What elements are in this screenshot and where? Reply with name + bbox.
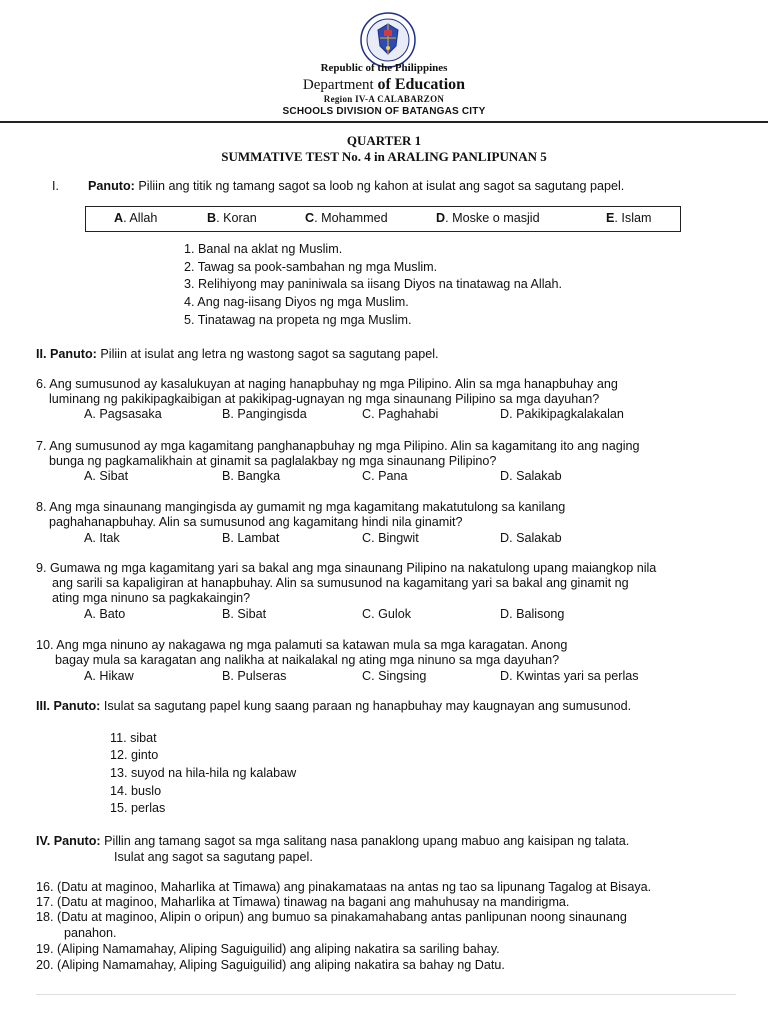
part3-label: III. Panuto: <box>36 699 101 713</box>
question-8-option-b: B. Lambat <box>222 531 280 545</box>
division-line: SCHOOLS DIVISION OF BATANGAS CITY <box>282 106 486 117</box>
question-7-option-c: C. Pana <box>362 469 408 483</box>
part3-item-13: 13. suyod na hila-hila ng kalabaw <box>110 766 297 780</box>
part3-text: Isulat sa sagutang papel kung saang paraan ng hanapbuhay may kaugnayan ang sumusunod. <box>100 699 632 713</box>
choice-letter: E <box>606 211 615 225</box>
question-10-line-1: 10. Ang mga ninuno ay nakagawa ng mga palamuti sa katawan mula sa mga karagatan. Anong <box>36 638 568 652</box>
question-9-option-a: A. Bato <box>84 607 126 621</box>
choice-letter: B <box>207 211 217 225</box>
choice-text: . Moske o masjid <box>445 211 540 225</box>
part1-number: I. <box>52 179 59 193</box>
question-6-line-1: 6. Ang sumusunod ay kasalukuyan at naging hanapbuhay ng mga Pilipino. Alin sa mga hanapbuhay ang <box>36 377 618 391</box>
question-6-line-2: luminang ng pakikipagkaibigan at pakikipag-ugnayan ng mga sinaunang Pilipino sa mga dayuhan? <box>49 392 600 406</box>
department-prefix: Department <box>302 77 378 93</box>
choice-a <box>114 211 157 225</box>
choices-box <box>85 206 681 232</box>
header-divider <box>0 121 768 123</box>
part2-label: II. Panuto: <box>36 347 97 361</box>
department-main: of Education <box>377 76 466 93</box>
test-title: SUMMATIVE TEST No. 4 in ARALING PANLIPUNAN 5 <box>221 149 547 164</box>
part4-item-18-continued: panahon. <box>64 926 117 940</box>
question-6-option-b: B. Pangingisda <box>222 407 307 421</box>
choice-letter: D <box>436 211 446 225</box>
part4-label: IV. Panuto: <box>36 834 101 848</box>
quarter-title: QUARTER 1 <box>346 133 422 148</box>
question-7-option-d: D. Salakab <box>500 469 562 483</box>
question-10-option-c: C. Singsing <box>362 669 427 683</box>
question-7-option-a: A. Sibat <box>84 469 129 483</box>
question-6-option-a: A. Pagsasaka <box>84 407 162 421</box>
question-9-option-d: D. Balisong <box>500 607 565 621</box>
republic-line: Republic of the Philippines <box>320 62 448 74</box>
choice-b <box>207 211 257 225</box>
part1-label: Panuto: <box>88 179 135 193</box>
part4-item-17: 17. (Datu at maginoo, Maharlika at Timawa) tinawag na bagani ang mahuhusay na mandirigma. <box>36 895 570 909</box>
choice-text: . Islam <box>614 211 652 225</box>
choice-letter: A <box>114 211 124 225</box>
part1-item-2: 2. Tawag sa pook-sambahan ng mga Muslim. <box>184 260 438 274</box>
choice-letter: C <box>305 211 315 225</box>
question-10-option-d: D. Kwintas yari sa perlas <box>500 669 639 683</box>
question-8-option-d: D. Salakab <box>500 531 562 545</box>
part3-item-15: 15. perlas <box>110 801 166 815</box>
part3-item-14: 14. buslo <box>110 784 162 798</box>
part4-instruction <box>36 834 629 849</box>
choice-c <box>305 211 388 225</box>
part3-instruction <box>36 699 631 714</box>
question-8-option-a: A. Itak <box>84 531 120 545</box>
choice-d <box>436 211 540 225</box>
part1-instruction <box>88 179 624 194</box>
question-9-line-1: 9. Gumawa ng mga kagamitang yari sa bakal ang mga sinaunang Pilipino na nakatulong upang maiangkop nila <box>36 561 657 575</box>
choice-text: . Mohammed <box>314 211 388 225</box>
question-7-line-1: 7. Ang sumusunod ay mga kagamitang panghanapbuhay ng mga Pilipino. Alin sa kagamitang ito ang naging <box>36 439 640 453</box>
department-line <box>0 76 768 94</box>
part1-item-5: 5. Tinatawag na propeta ng mga Muslim. <box>184 313 412 327</box>
part2-instruction <box>36 347 439 362</box>
region-line: Region IV-A CALABARZON <box>323 94 445 104</box>
deped-seal-logo <box>360 12 416 68</box>
question-10-option-a: A. Hikaw <box>84 669 134 683</box>
footer-rule <box>36 994 736 995</box>
part1-text: Piliin ang titik ng tamang sagot sa loob ng kahon at isulat ang sagot sa sagutang papel. <box>134 179 625 193</box>
part3-item-11: 11. sibat <box>110 731 157 745</box>
question-9-line-2: ang sarili sa kapaligiran at hanapbuhay. Alin sa sumusunod na kagamitang yari sa bakal ang ginamit ng <box>52 576 629 590</box>
part1-item-4: 4. Ang nag-iisang Diyos ng mga Muslim. <box>184 295 409 309</box>
question-8-line-2: paghahanapbuhay. Alin sa sumusunod ang kagamitang hindi nila ginamit? <box>49 515 463 529</box>
question-9-line-3: ating mga ninuno sa pagkakaingin? <box>52 591 251 605</box>
question-7-line-2: bunga ng pagkamalikhain at ginamit sa paglalakbay ng mga sinaunang Pilipino? <box>49 454 497 468</box>
question-6-option-d: D. Pakikipagkalakalan <box>500 407 624 421</box>
question-9-option-c: C. Gulok <box>362 607 411 621</box>
question-10-line-2: bagay mula sa karagatan ang nalikha at naikalakal ng ating mga ninuno sa mga dayuhan? <box>55 653 560 667</box>
part4-item-16: 16. (Datu at maginoo, Maharlika at Timawa) ang pinakamataas na antas ng tao sa lipunang Tagalog at Bisaya. <box>36 880 652 894</box>
part4-text: Pillin ang tamang sagot sa mga salitang nasa panaklong upang mabuo ang kaisipan ng talata. <box>100 834 630 848</box>
question-8-option-c: C. Bingwit <box>362 531 419 545</box>
choice-e <box>606 211 652 225</box>
part2-text: Piliin at isulat ang letra ng wastong sagot sa sagutang papel. <box>96 347 439 361</box>
part1-item-1: 1. Banal na aklat ng Muslim. <box>184 242 343 256</box>
part4-item-19: 19. (Aliping Namamahay, Aliping Saguiguilid) ang aliping nakatira sa sariling bahay. <box>36 942 500 956</box>
question-9-option-b: B. Sibat <box>222 607 267 621</box>
question-6-option-c: C. Paghahabi <box>362 407 439 421</box>
question-8-line-1: 8. Ang mga sinaunang mangingisda ay gumamit ng mga kagamitang makatutulong sa kanilang <box>36 500 566 514</box>
question-7-option-b: B. Bangka <box>222 469 281 483</box>
part3-item-12: 12. ginto <box>110 748 159 762</box>
part4-item-18: 18. (Datu at maginoo, Alipin o oripun) ang bumuo sa pinakamahabang antas panlipunan noong sinaunang <box>36 910 627 924</box>
part4-item-20: 20. (Aliping Namamahay, Aliping Saguiguilid) ang aliping nakatira sa bahay ng Datu. <box>36 958 505 972</box>
part4-instruction-line-2: Isulat ang sagot sa sagutang papel. <box>114 850 313 864</box>
part1-item-3: 3. Relihiyong may paniniwala sa iisang Diyos na tinatawag na Allah. <box>184 277 563 291</box>
choice-text: . Koran <box>216 211 257 225</box>
question-10-option-b: B. Pulseras <box>222 669 287 683</box>
choice-text: . Allah <box>123 211 158 225</box>
